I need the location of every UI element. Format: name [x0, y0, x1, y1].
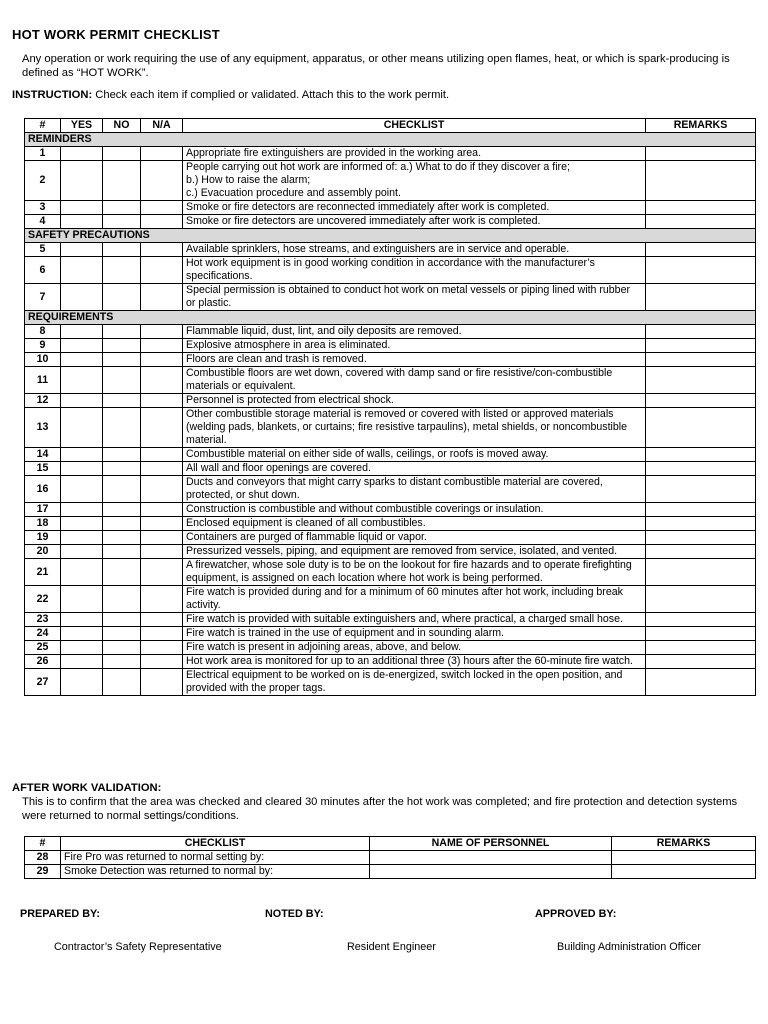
remarks-cell[interactable] — [646, 462, 756, 476]
header-checklist: CHECKLIST — [183, 119, 646, 133]
remarks-cell[interactable] — [646, 517, 756, 531]
no-checkbox-cell[interactable] — [103, 641, 141, 655]
na-checkbox-cell[interactable] — [141, 243, 183, 257]
checklist-row — [25, 408, 756, 448]
intro-paragraph: Any operation or work requiring the use of any equipment, apparatus, or other means utilizing open flames, heat, or which is spark-producing is defined as “HOT WORK”. — [22, 53, 730, 79]
no-checkbox-cell[interactable] — [103, 215, 141, 229]
na-checkbox-cell[interactable] — [141, 353, 183, 367]
remarks-cell[interactable] — [646, 503, 756, 517]
item-number: 12 — [25, 394, 61, 408]
personnel-name-cell[interactable] — [370, 865, 612, 879]
remarks-cell[interactable] — [646, 641, 756, 655]
item-number: 2 — [25, 161, 61, 201]
na-checkbox-cell[interactable] — [141, 655, 183, 669]
checklist-row — [25, 243, 756, 257]
na-checkbox-cell[interactable] — [141, 641, 183, 655]
item-text: Enclosed equipment is cleaned of all combustibles. — [183, 517, 646, 531]
item-text: Fire watch is trained in the use of equipment and in sounding alarm. — [183, 627, 646, 641]
remarks-cell[interactable] — [646, 531, 756, 545]
item-text: Pressurized vessels, piping, and equipment are removed from service, isolated, and vented. — [183, 545, 646, 559]
remarks-cell[interactable] — [646, 243, 756, 257]
no-checkbox-cell[interactable] — [103, 147, 141, 161]
header-no: NO — [103, 119, 141, 133]
item-number: 24 — [25, 627, 61, 641]
item-number: 22 — [25, 586, 61, 613]
instruction-text: Check each item if complied or validated. Attach this to the work permit. — [92, 89, 450, 101]
checklist-row — [25, 627, 756, 641]
checklist-row — [25, 215, 756, 229]
item-number: 14 — [25, 448, 61, 462]
item-text: Special permission is obtained to conduct hot work on metal vessels or piping lined with rubber or plastic. — [183, 284, 646, 311]
document-title: HOT WORK PERMIT CHECKLIST — [12, 27, 220, 42]
yes-checkbox-cell[interactable] — [61, 462, 103, 476]
na-checkbox-cell[interactable] — [141, 448, 183, 462]
item-number: 8 — [25, 325, 61, 339]
section-row — [25, 133, 756, 147]
section-title: REMINDERS — [25, 133, 756, 147]
yes-checkbox-cell[interactable] — [61, 147, 103, 161]
header-remarks: REMARKS — [646, 119, 756, 133]
no-checkbox-cell[interactable] — [103, 669, 141, 696]
remarks-cell[interactable] — [646, 408, 756, 448]
na-checkbox-cell[interactable] — [141, 531, 183, 545]
no-checkbox-cell[interactable] — [103, 339, 141, 353]
no-checkbox-cell[interactable] — [103, 559, 141, 586]
yes-checkbox-cell[interactable] — [61, 367, 103, 394]
header-yes: YES — [61, 119, 103, 133]
item-text: Ducts and conveyors that might carry sparks to distant combustible material are covered, protected, or shut down. — [183, 476, 646, 503]
remarks-cell[interactable] — [646, 586, 756, 613]
item-text: Electrical equipment to be worked on is de-energized, switch locked in the open position, and provided with the proper tags. — [183, 669, 646, 696]
item-number: 27 — [25, 669, 61, 696]
yes-checkbox-cell[interactable] — [61, 531, 103, 545]
header-na: N/A — [141, 119, 183, 133]
yes-checkbox-cell[interactable] — [61, 627, 103, 641]
remarks-cell[interactable] — [646, 613, 756, 627]
checklist-row — [25, 147, 756, 161]
remarks-cell[interactable] — [646, 257, 756, 284]
item-number: 11 — [25, 367, 61, 394]
no-checkbox-cell[interactable] — [103, 353, 141, 367]
yes-checkbox-cell[interactable] — [61, 161, 103, 201]
item-number: 10 — [25, 353, 61, 367]
remarks-cell[interactable] — [646, 284, 756, 311]
section-title: REQUIREMENTS — [25, 311, 756, 325]
no-checkbox-cell[interactable] — [103, 325, 141, 339]
no-checkbox-cell[interactable] — [103, 655, 141, 669]
item-text: Floors are clean and trash is removed. — [183, 353, 646, 367]
no-checkbox-cell[interactable] — [103, 545, 141, 559]
item-number: 19 — [25, 531, 61, 545]
checklist-row — [25, 325, 756, 339]
checklist-header-row — [25, 119, 756, 133]
noted-by-role: Resident Engineer — [347, 941, 436, 953]
item-text: Hot work equipment is in good working condition in accordance with the manufacturer’s specifications. — [183, 257, 646, 284]
checklist-row — [25, 545, 756, 559]
item-text: Appropriate fire extinguishers are provided in the working area. — [183, 147, 646, 161]
val-header-personnel: NAME OF PERSONNEL — [370, 837, 612, 851]
yes-checkbox-cell[interactable] — [61, 215, 103, 229]
no-checkbox-cell[interactable] — [103, 161, 141, 201]
na-checkbox-cell[interactable] — [141, 517, 183, 531]
checklist-row — [25, 257, 756, 284]
yes-checkbox-cell[interactable] — [61, 586, 103, 613]
checklist-row — [25, 394, 756, 408]
item-number: 26 — [25, 655, 61, 669]
remarks-cell[interactable] — [646, 147, 756, 161]
checklist-row — [25, 559, 756, 586]
na-checkbox-cell[interactable] — [141, 545, 183, 559]
remarks-cell[interactable] — [646, 545, 756, 559]
no-checkbox-cell[interactable] — [103, 284, 141, 311]
yes-checkbox-cell[interactable] — [61, 448, 103, 462]
checklist-row — [25, 586, 756, 613]
validation-row — [25, 851, 756, 865]
na-checkbox-cell[interactable] — [141, 408, 183, 448]
validation-row — [25, 865, 756, 879]
validation-table — [24, 836, 756, 879]
item-number: 7 — [25, 284, 61, 311]
header-num: # — [25, 119, 61, 133]
checklist-row — [25, 353, 756, 367]
remarks-cell[interactable] — [646, 559, 756, 586]
yes-checkbox-cell[interactable] — [61, 503, 103, 517]
item-text: Construction is combustible and without combustible coverings or insulation. — [183, 503, 646, 517]
item-text: Combustible floors are wet down, covered with damp sand or fire resistive/con-combustible materials or equivalent. — [183, 367, 646, 394]
yes-checkbox-cell[interactable] — [61, 243, 103, 257]
yes-checkbox-cell[interactable] — [61, 284, 103, 311]
personnel-name-cell[interactable] — [370, 851, 612, 865]
remarks-cell[interactable] — [646, 394, 756, 408]
na-checkbox-cell[interactable] — [141, 325, 183, 339]
no-checkbox-cell[interactable] — [103, 408, 141, 448]
na-checkbox-cell[interactable] — [141, 559, 183, 586]
item-number: 6 — [25, 257, 61, 284]
no-checkbox-cell[interactable] — [103, 476, 141, 503]
checklist-row — [25, 613, 756, 627]
checklist-table — [24, 118, 756, 696]
noted-by-label: NOTED BY: — [265, 908, 324, 920]
checklist-row — [25, 476, 756, 503]
no-checkbox-cell[interactable] — [103, 462, 141, 476]
remarks-cell[interactable] — [646, 669, 756, 696]
section-row — [25, 229, 756, 243]
yes-checkbox-cell[interactable] — [61, 669, 103, 696]
item-text: Containers are purged of flammable liquid or vapor. — [183, 531, 646, 545]
remarks-cell[interactable] — [646, 627, 756, 641]
no-checkbox-cell[interactable] — [103, 517, 141, 531]
item-text: Personnel is protected from electrical shock. — [183, 394, 646, 408]
yes-checkbox-cell[interactable] — [61, 545, 103, 559]
na-checkbox-cell[interactable] — [141, 627, 183, 641]
yes-checkbox-cell[interactable] — [61, 257, 103, 284]
instruction-label: INSTRUCTION: — [12, 89, 93, 101]
yes-checkbox-cell[interactable] — [61, 655, 103, 669]
item-number: 13 — [25, 408, 61, 448]
item-text: Fire watch is provided during and for a minimum of 60 minutes after hot work, including break activity. — [183, 586, 646, 613]
na-checkbox-cell[interactable] — [141, 257, 183, 284]
remarks-cell[interactable] — [646, 325, 756, 339]
checklist-body — [25, 133, 756, 696]
no-checkbox-cell[interactable] — [103, 613, 141, 627]
yes-checkbox-cell[interactable] — [61, 408, 103, 448]
no-checkbox-cell[interactable] — [103, 627, 141, 641]
na-checkbox-cell[interactable] — [141, 586, 183, 613]
checklist-row — [25, 669, 756, 696]
prepared-by-label: PREPARED BY: — [20, 908, 100, 920]
remarks-cell[interactable] — [646, 201, 756, 215]
item-number: 16 — [25, 476, 61, 503]
na-checkbox-cell[interactable] — [141, 284, 183, 311]
yes-checkbox-cell[interactable] — [61, 394, 103, 408]
yes-checkbox-cell[interactable] — [61, 353, 103, 367]
checklist-row — [25, 503, 756, 517]
yes-checkbox-cell[interactable] — [61, 641, 103, 655]
checklist-row — [25, 462, 756, 476]
remarks-cell[interactable] — [646, 476, 756, 503]
item-number: 18 — [25, 517, 61, 531]
no-checkbox-cell[interactable] — [103, 257, 141, 284]
item-number: 3 — [25, 201, 61, 215]
checklist-row — [25, 531, 756, 545]
yes-checkbox-cell[interactable] — [61, 613, 103, 627]
item-number: 5 — [25, 243, 61, 257]
item-text: Smoke or fire detectors are reconnected immediately after work is completed. — [183, 201, 646, 215]
na-checkbox-cell[interactable] — [141, 161, 183, 201]
item-number: 17 — [25, 503, 61, 517]
checklist-row — [25, 655, 756, 669]
na-checkbox-cell[interactable] — [141, 462, 183, 476]
item-number: 21 — [25, 559, 61, 586]
after-work-title: AFTER WORK VALIDATION: — [12, 782, 162, 794]
item-number: 9 — [25, 339, 61, 353]
checklist-row — [25, 161, 756, 201]
item-number: 4 — [25, 215, 61, 229]
yes-checkbox-cell[interactable] — [61, 201, 103, 215]
validation-text: Smoke Detection was returned to normal by: — [61, 865, 370, 879]
checklist-row — [25, 517, 756, 531]
no-checkbox-cell[interactable] — [103, 586, 141, 613]
no-checkbox-cell[interactable] — [103, 367, 141, 394]
item-number: 15 — [25, 462, 61, 476]
prepared-by-role: Contractor’s Safety Representative — [54, 941, 222, 953]
remarks-cell[interactable] — [612, 851, 756, 865]
yes-checkbox-cell[interactable] — [61, 339, 103, 353]
section-row — [25, 311, 756, 325]
na-checkbox-cell[interactable] — [141, 503, 183, 517]
checklist-row — [25, 339, 756, 353]
na-checkbox-cell[interactable] — [141, 394, 183, 408]
checklist-row — [25, 448, 756, 462]
item-number: 29 — [25, 865, 61, 879]
no-checkbox-cell[interactable] — [103, 394, 141, 408]
no-checkbox-cell[interactable] — [103, 201, 141, 215]
na-checkbox-cell[interactable] — [141, 613, 183, 627]
item-number: 1 — [25, 147, 61, 161]
val-header-num: # — [25, 837, 61, 851]
checklist-row — [25, 367, 756, 394]
na-checkbox-cell[interactable] — [141, 215, 183, 229]
na-checkbox-cell[interactable] — [141, 201, 183, 215]
no-checkbox-cell[interactable] — [103, 243, 141, 257]
na-checkbox-cell[interactable] — [141, 669, 183, 696]
item-number: 28 — [25, 851, 61, 865]
approved-by-label: APPROVED BY: — [535, 908, 617, 920]
remarks-cell[interactable] — [646, 353, 756, 367]
section-title: SAFETY PRECAUTIONS — [25, 229, 756, 243]
remarks-cell[interactable] — [646, 161, 756, 201]
after-work-text: This is to confirm that the area was checked and cleared 30 minutes after the hot work was completed; and fire protection and detection systems were returned to normal settings/conditions. — [22, 796, 738, 822]
item-text: Other combustible storage material is removed or covered with listed or approved materials (welding pads, blankets, or curtains; fire resistive tarpaulins), metal shields, or noncombustible material. — [183, 408, 646, 448]
val-header-checklist: CHECKLIST — [61, 837, 370, 851]
val-header-remarks: REMARKS — [612, 837, 756, 851]
remarks-cell[interactable] — [646, 448, 756, 462]
checklist-row — [25, 201, 756, 215]
yes-checkbox-cell[interactable] — [61, 517, 103, 531]
validation-text: Fire Pro was returned to normal setting by: — [61, 851, 370, 865]
item-number: 25 — [25, 641, 61, 655]
no-checkbox-cell[interactable] — [103, 448, 141, 462]
no-checkbox-cell[interactable] — [103, 531, 141, 545]
na-checkbox-cell[interactable] — [141, 339, 183, 353]
no-checkbox-cell[interactable] — [103, 503, 141, 517]
item-text: Combustible material on either side of walls, ceilings, or roofs is moved away. — [183, 448, 646, 462]
remarks-cell[interactable] — [646, 215, 756, 229]
yes-checkbox-cell[interactable] — [61, 476, 103, 503]
item-number: 23 — [25, 613, 61, 627]
remarks-cell[interactable] — [646, 367, 756, 394]
na-checkbox-cell[interactable] — [141, 476, 183, 503]
item-text: A firewatcher, whose sole duty is to be on the lookout for fire hazards and to operate firefighting equipment, is assigned on each location where hot work is being performed. — [183, 559, 646, 586]
validation-body — [25, 851, 756, 879]
validation-header-row — [25, 837, 756, 851]
item-text: Flammable liquid, dust, lint, and oily deposits are removed. — [183, 325, 646, 339]
yes-checkbox-cell[interactable] — [61, 559, 103, 586]
remarks-cell[interactable] — [646, 339, 756, 353]
item-text: Available sprinklers, hose streams, and extinguishers are in service and operable. — [183, 243, 646, 257]
item-text: People carrying out hot work are informed of: a.) What to do if they discover a fire; b.) How to raise the alarm; c.) Evacuation procedure and assembly point. — [183, 161, 646, 201]
item-text: Fire watch is provided with suitable extinguishers and, where practical, a charged small hose. — [183, 613, 646, 627]
na-checkbox-cell[interactable] — [141, 147, 183, 161]
remarks-cell[interactable] — [646, 655, 756, 669]
item-text: Fire watch is present in adjoining areas, above, and below. — [183, 641, 646, 655]
item-number: 20 — [25, 545, 61, 559]
item-text: Hot work area is monitored for up to an additional three (3) hours after the 60-minute fire watch. — [183, 655, 646, 669]
na-checkbox-cell[interactable] — [141, 367, 183, 394]
item-text: Smoke or fire detectors are uncovered immediately after work is completed. — [183, 215, 646, 229]
checklist-row — [25, 284, 756, 311]
remarks-cell[interactable] — [612, 865, 756, 879]
approved-by-role: Building Administration Officer — [557, 941, 701, 953]
yes-checkbox-cell[interactable] — [61, 325, 103, 339]
item-text: Explosive atmosphere in area is eliminated. — [183, 339, 646, 353]
instruction-line — [12, 88, 449, 102]
item-text: All wall and floor openings are covered. — [183, 462, 646, 476]
checklist-row — [25, 641, 756, 655]
